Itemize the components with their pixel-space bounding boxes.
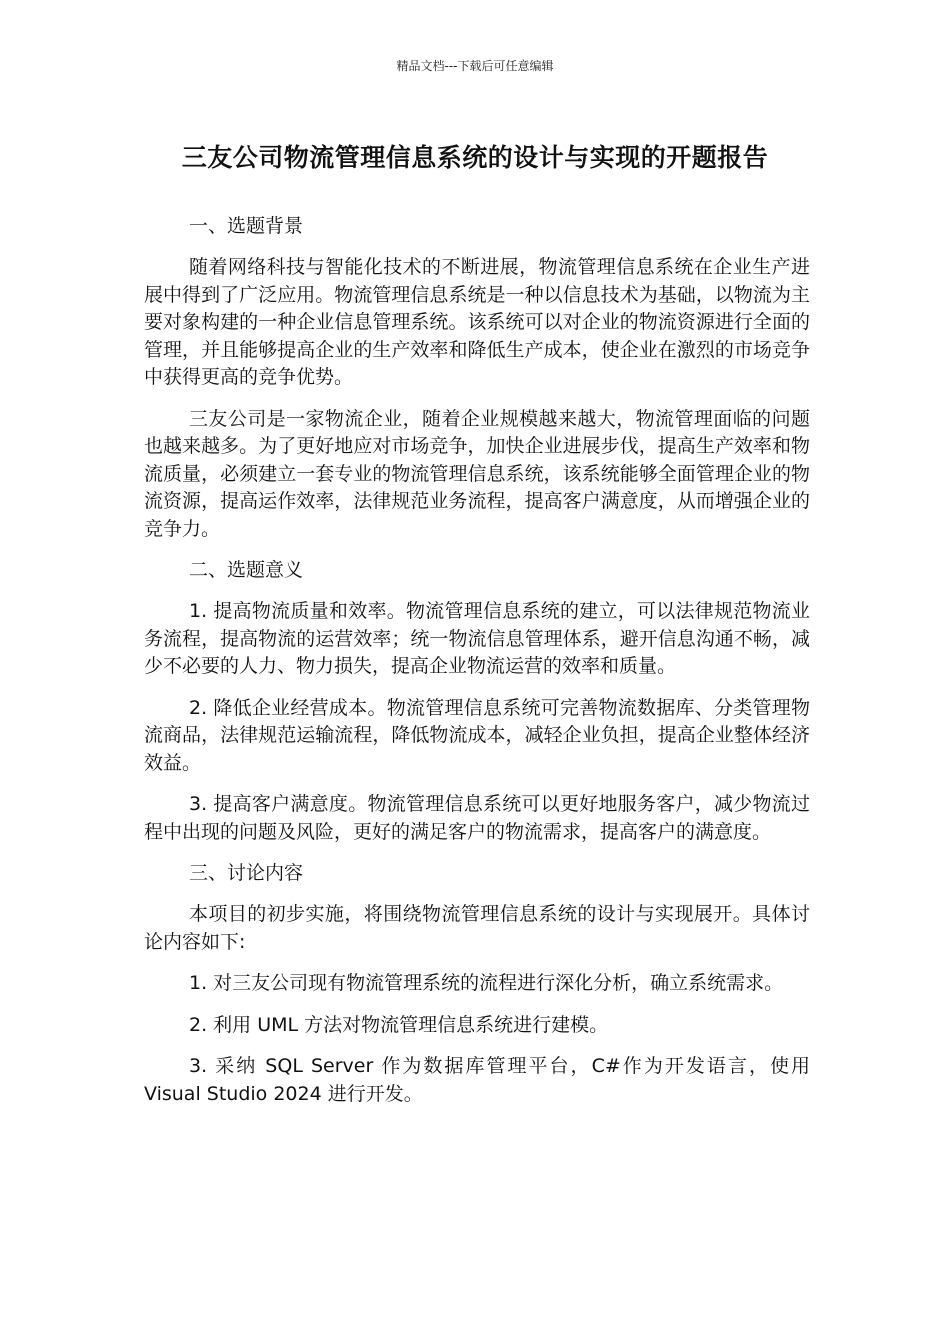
paragraph: 1. 提高物流质量和效率。物流管理信息系统的建立，可以法律规范物流业务流程，提高物流的运营效率；统一物流信息管理体系，避开信息沟通不畅，减少不必要的人力、物力损失，提高企业物流运营的效率和质量。 [144,600,810,677]
paragraph: 本项目的初步实施，将围绕物流管理信息系统的设计与实现展开。具体讨论内容如下: [144,903,810,953]
document-body [144,213,810,1122]
paragraph: 3. 提高客户满意度。物流管理信息系统可以更好地服务客户，减少物流过程中出现的问题及风险，更好的满足客户的物流需求，提高客户的满意度。 [144,793,810,843]
paragraph: 3. 采纳 SQL Server 作为数据库管理平台，C#作为开发语言，使用 Visual Studio 2024 进行开发。 [144,1055,810,1105]
page-header: 精品文档---下载后可任意编辑 [396,59,554,73]
paragraph: 1. 对三友公司现有物流管理系统的流程进行深化分析，确立系统需求。 [189,972,784,994]
section-heading-significance: 二、选题意义 [189,559,304,581]
section-heading-research-content: 三、讨论内容 [189,862,304,884]
section-heading-background: 一、选题背景 [189,215,304,237]
paragraph: 三友公司是一家物流企业，随着企业规模越来越大，物流管理面临的问题也越来越多。为了更好地应对市场竞争，加快企业进展步伐，提高生产效率和物流质量，必须建立一套专业的物流管理信息系统，该系统能够全面管理企业的物流资源，提高运作效率，法律规范业务流程，提高客户满意度，从而增强企业的竞争力。 [144,407,810,540]
paragraph: 随着网络科技与智能化技术的不断进展，物流管理信息系统在企业生产进展中得到了广泛应用。物流管理信息系统是一种以信息技术为基础，以物流为主要对象构建的一种企业信息管理系统。该系统可以对企业的物流资源进行全面的管理，并且能够提高企业的生产效率和降低生产成本，使企业在激烈的市场竞争中获得更高的竞争优势。 [144,256,810,388]
paragraph: 2. 降低企业经营成本。物流管理信息系统可完善物流数据库、分类管理物流商品，法律规范运输流程，降低物流成本，减轻企业负担，提高企业整体经济效益。 [144,696,810,774]
document-title: 三友公司物流管理信息系统的设计与实现的开题报告 [181,143,769,172]
paragraph: 2. 利用 UML 方法对物流管理信息系统进行建模。 [189,1013,609,1036]
